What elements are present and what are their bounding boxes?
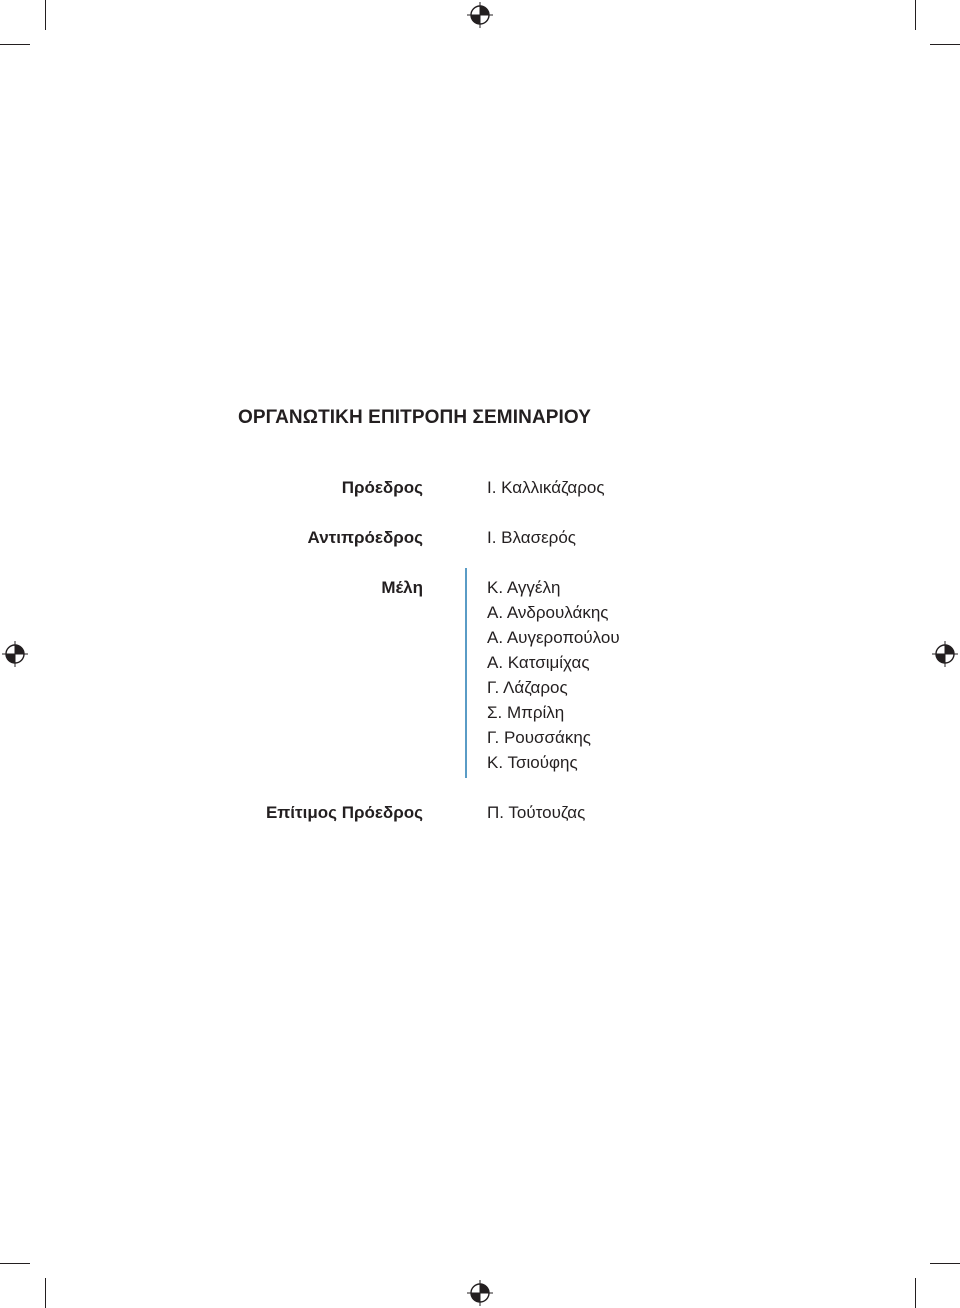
names-list-honorary-president <box>487 800 585 825</box>
member-name: Ι. Βλασερός <box>487 528 576 547</box>
names-list-members <box>487 575 620 775</box>
names-list-vice-president <box>487 525 576 550</box>
registration-mark-icon <box>932 641 958 667</box>
member-name: Α. Αυγεροπούλου <box>487 628 620 647</box>
role-label-vice-president: Αντιπρόεδρος <box>307 528 423 547</box>
member-name: Γ. Ρουσσάκης <box>487 728 591 747</box>
member-name: Γ. Λάζαρος <box>487 678 568 697</box>
crop-mark-bottom-right-vertical <box>915 1278 916 1308</box>
member-name: Κ. Αγγέλη <box>487 578 561 597</box>
registration-mark-icon <box>467 2 493 28</box>
members-divider <box>465 568 467 778</box>
role-label-honorary-president: Επίτιμος Πρόεδρος <box>265 803 423 822</box>
crop-mark-top-left-vertical <box>45 0 46 30</box>
crop-mark-bottom-left-horizontal <box>0 1263 30 1264</box>
names-list-president <box>487 475 605 500</box>
member-name: Α. Ανδρουλάκης <box>487 603 609 622</box>
crop-mark-bottom-left-vertical <box>45 1278 46 1308</box>
member-name: Ι. Καλλικάζαρος <box>487 478 605 497</box>
crop-mark-bottom-right-horizontal <box>930 1263 960 1264</box>
registration-mark-icon <box>2 641 28 667</box>
crop-mark-top-right-horizontal <box>930 44 960 45</box>
member-name: Σ. Μπρίλη <box>487 703 565 722</box>
member-name: Π. Τούτουζας <box>487 803 586 822</box>
role-label-members: Μέλη <box>381 578 423 597</box>
crop-mark-top-right-vertical <box>915 0 916 30</box>
role-label-president: Πρόεδρος <box>341 478 423 497</box>
member-name: Κ. Τσιούφης <box>487 753 578 772</box>
crop-mark-top-left-horizontal <box>0 44 30 45</box>
registration-mark-icon <box>467 1280 493 1306</box>
member-name: Α. Κατσιμίχας <box>487 653 590 672</box>
page-title: ΟΡΓΑΝΩΤΙΚΗ ΕΠΙΤΡΟΠΗ ΣΕΜΙΝΑΡΙΟΥ <box>238 407 592 428</box>
